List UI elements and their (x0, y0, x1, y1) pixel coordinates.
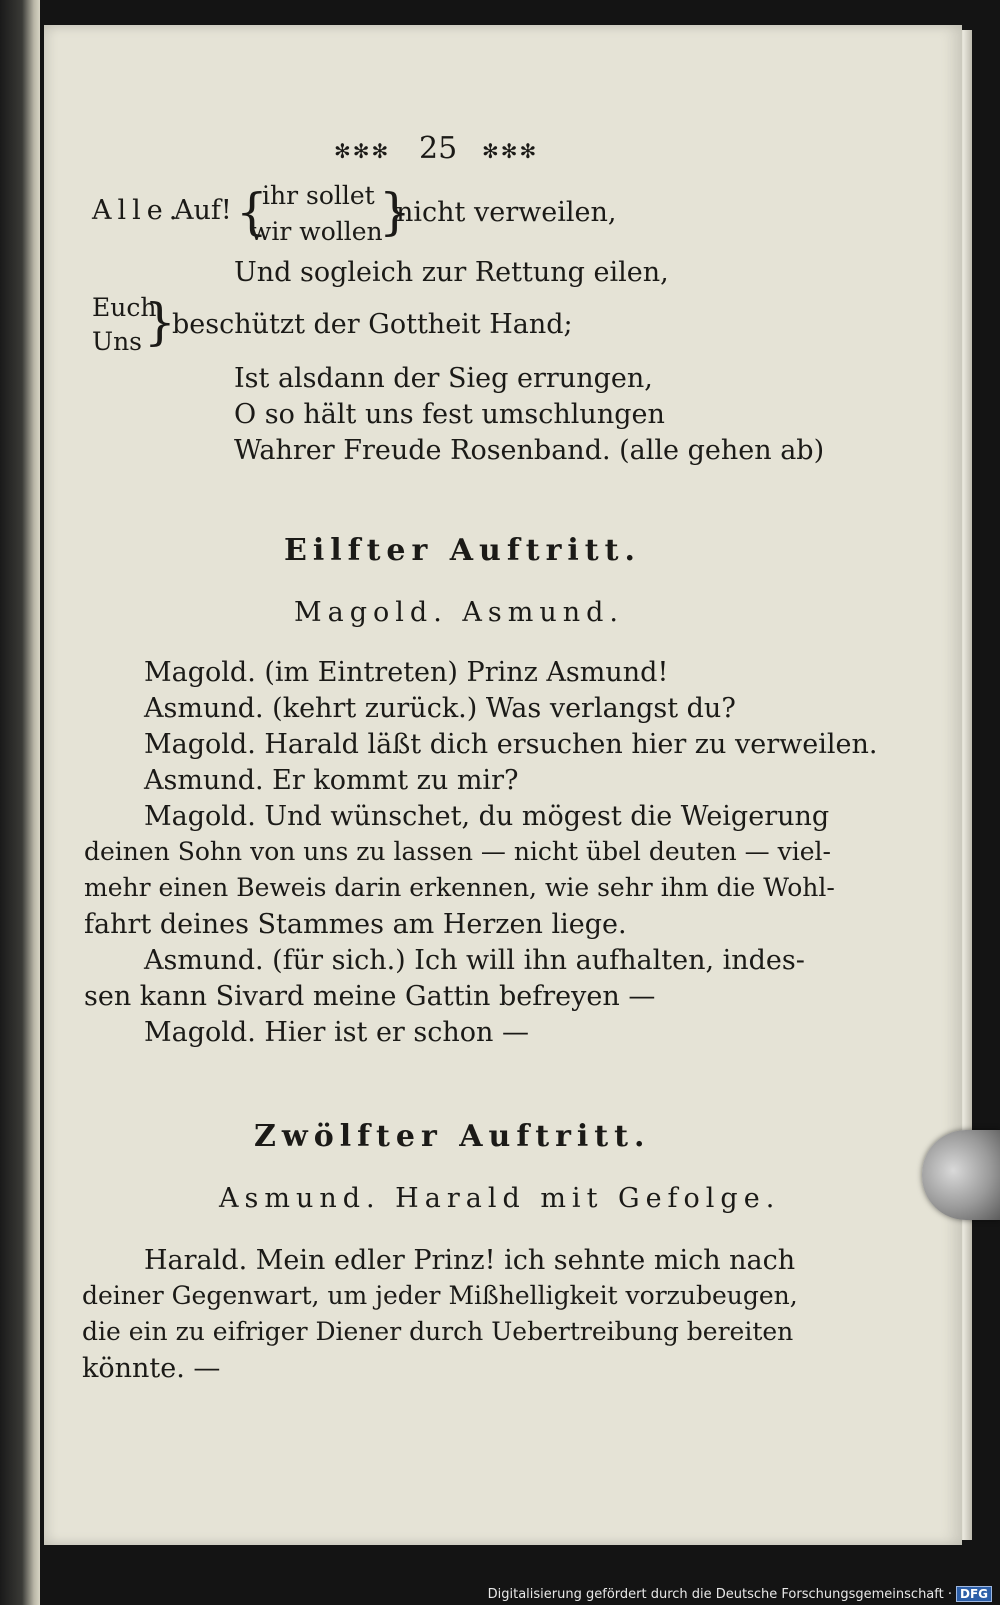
scene11-persons: Magold. Asmund. (294, 597, 624, 628)
scene12-line: könnte. — (82, 1353, 221, 1384)
scene11-line: fahrt deines Stammes am Herzen liege. (84, 909, 627, 940)
page-number: 25 (419, 131, 458, 166)
song-line6: Wahrer Freude Rosenband. (alle gehen ab) (234, 435, 825, 466)
song-line2: Und sogleich zur Rettung eilen, (234, 257, 669, 288)
digitization-footer (488, 1585, 992, 1603)
scene11-line: Asmund. (kehrt zurück.) Was verlangst du? (144, 693, 736, 724)
scene11-line: Magold. Harald läßt dich ersuchen hier zu verweilen. (144, 729, 878, 760)
ornament-left: ✻✻✻ (334, 139, 391, 163)
song-option-a: ihr sollet (262, 181, 375, 210)
scene11-line: Asmund. Er kommt zu mir? (144, 765, 519, 796)
song-speaker: Alle. (92, 195, 184, 226)
song-line4: Ist alsdann der Sieg errungen, (234, 363, 653, 394)
song-line1-end: nicht verweilen, (396, 197, 617, 228)
scene12-line: Harald. Mein edler Prinz! ich sehnte mich nach (144, 1245, 796, 1276)
song-option-euch: Euch (92, 293, 157, 322)
page-clip-tab (922, 1130, 1000, 1220)
scene11-heading: Eilfter Auftritt. (284, 533, 641, 568)
scene12-persons: Asmund. Harald mit Gefolge. (219, 1183, 781, 1214)
ornament-right: ✻✻✻ (482, 139, 539, 163)
scene12-line: deiner Gegenwart, um jeder Mißhelligkeit vorzubeugen, (82, 1281, 798, 1310)
scene12-heading: Zwölfter Auftritt. (254, 1119, 651, 1154)
scene11-line: deinen Sohn von uns zu lassen — nicht übel deuten — viel- (84, 837, 831, 866)
scene11-line: Magold. Und wünschet, du mögest die Weigerung (144, 801, 830, 832)
book-page (44, 25, 962, 1545)
song-line5: O so hält uns fest umschlungen (234, 399, 665, 430)
song-option-uns: Uns (92, 327, 142, 356)
song-option-b: wir wollen (250, 217, 383, 246)
scene11-line: sen kann Sivard meine Gattin befreyen — (84, 981, 656, 1012)
brace-open: { (236, 183, 268, 241)
dfg-logo: DFG (956, 1586, 992, 1602)
song-line1-start: Auf! (174, 195, 232, 226)
book-spine (0, 0, 40, 1605)
scene11-line: Magold. (im Eintreten) Prinz Asmund! (144, 657, 669, 688)
song-line3-end: beschützt der Gottheit Hand; (172, 309, 573, 340)
brace-close: } (379, 183, 411, 241)
footer-credit: Digitalisierung gefördert durch die Deutsche Forschungsgemeinschaft · (487, 1586, 952, 1602)
scene12-line: die ein zu eifriger Diener durch Uebertreibung bereiten (82, 1317, 794, 1346)
scene11-line: Asmund. (für sich.) Ich will ihn aufhalten, indes- (144, 945, 805, 976)
brace-close-2: } (144, 293, 176, 351)
scene11-line: mehr einen Beweis darin erkennen, wie sehr ihm die Wohl- (84, 873, 835, 902)
scene11-line: Magold. Hier ist er schon — (144, 1017, 530, 1048)
